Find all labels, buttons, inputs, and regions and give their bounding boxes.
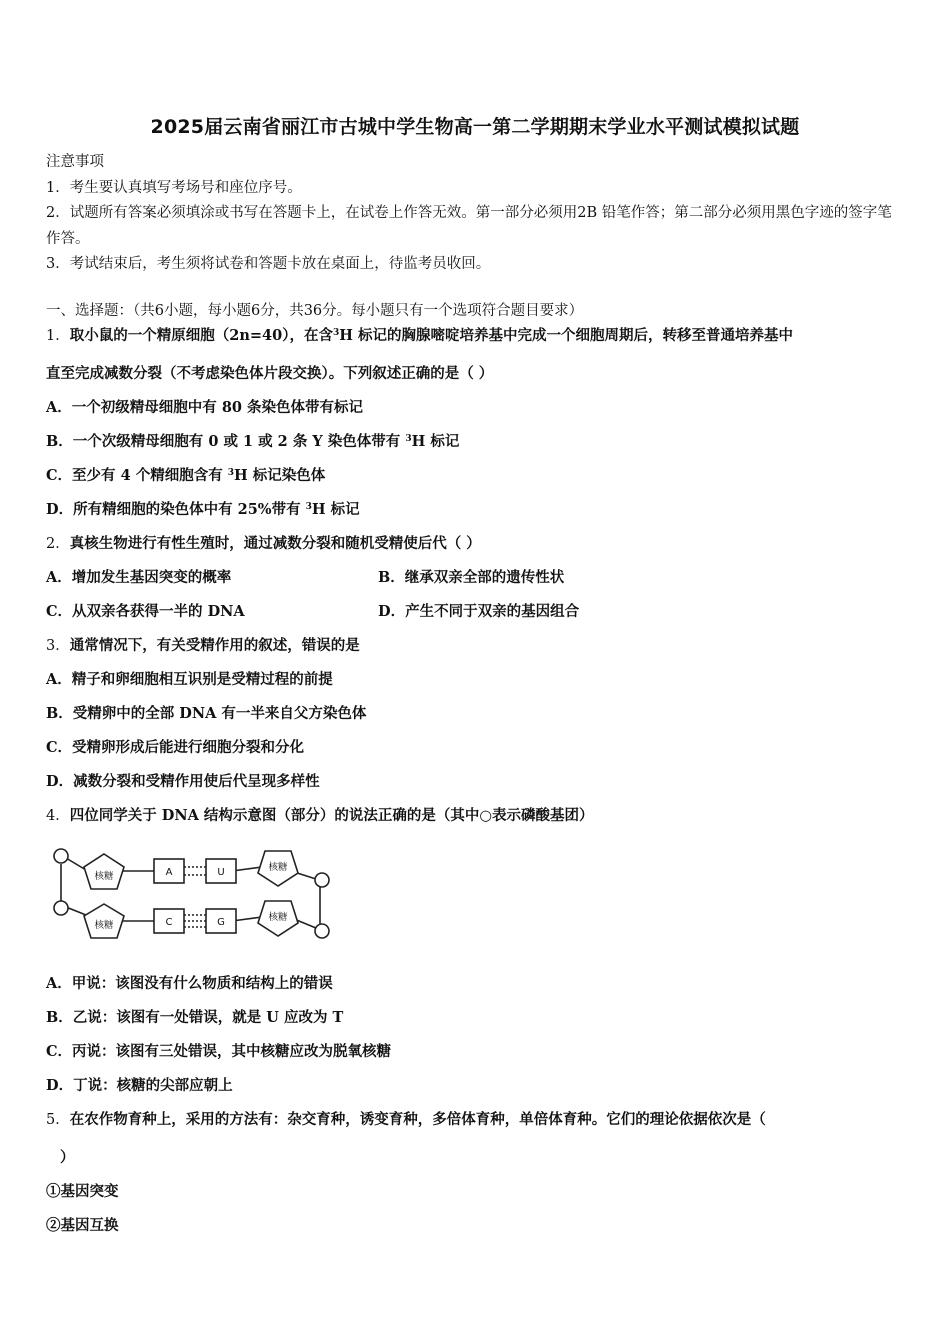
q1-superscript: 3 xyxy=(332,328,340,338)
q3-option-d: D．减数分裂和受精作用使后代呈现多样性 xyxy=(46,773,320,790)
section-heading: 一、选择题：（共6小题，每小题6分，共36分。每小题只有一个选项符合题目要求） xyxy=(46,303,584,319)
base-label-u: U xyxy=(217,867,225,878)
q4-option-a: A．甲说：该图没有什么物质和结构上的错误 xyxy=(46,975,333,992)
q4-stem: 4．四位同学关于 DNA 结构示意图（部分）的说法正确的是（其中○表示磷酸基团） xyxy=(46,807,594,824)
q1-stem-part-a: 取小鼠的一个精原细胞（2n=40），在含 xyxy=(69,327,333,344)
q3-stem: 3．通常情况下，有关受精作用的叙述，错误的是 xyxy=(46,637,360,654)
phosphate-circle xyxy=(54,901,68,915)
notice-heading: 注意事项 xyxy=(46,154,104,170)
q1-number: 1． xyxy=(46,328,70,344)
q5-stem-end: ） xyxy=(60,1149,75,1166)
q3-option-b: B．受精卵中的全部 DNA 有一半来自父方染色体 xyxy=(46,705,367,722)
q2-stem: 2．真核生物进行有性生殖时，通过减数分裂和随机受精使后代（ ） xyxy=(46,535,481,552)
exam-title: 2025届云南省丽江市古城中学生物高一第二学期期末学业水平测试模拟试题 xyxy=(150,116,800,138)
phosphate-circle xyxy=(54,849,68,863)
q1-option-d: D．所有精细胞的染色体中有 25%带有 $^3$H 标记 xyxy=(46,501,360,518)
q2-option-c: C．从双亲各获得一半的 DNA xyxy=(46,603,245,620)
q1-option-c: C．至少有 4 个精细胞含有 $^3$H 标记染色体 xyxy=(46,467,326,484)
q4-option-c: C．丙说：该图有三处错误，其中核糖应改为脱氧核糖 xyxy=(46,1043,392,1060)
q1-stem-line2: 直至完成减数分裂（不考虑染色体片段交换）。下列叙述正确的是（ ） xyxy=(46,365,494,382)
q5-item-1: ①基因突变 xyxy=(46,1183,119,1200)
base-label-g: G xyxy=(217,917,225,928)
q2-option-d: D．产生不同于双亲的基因组合 xyxy=(378,603,580,620)
notice-item-1: 1．考生要认真填写考场号和座位序号。 xyxy=(46,180,302,196)
q1-stem-line1 xyxy=(46,326,793,346)
q2-option-a: A．增加发生基因突变的概率 xyxy=(46,569,232,586)
sugar-label: 核糖 xyxy=(268,912,288,923)
q3-option-c: C．受精卵形成后能进行细胞分裂和分化 xyxy=(46,739,305,756)
sugar-label: 核糖 xyxy=(268,862,288,873)
q3-option-a: A．精子和卵细胞相互识别是受精过程的前提 xyxy=(46,671,333,688)
base-label-c: C xyxy=(165,917,173,928)
q2-option-b: B．继承双亲全部的遗传性状 xyxy=(378,569,565,586)
sugar-label: 核糖 xyxy=(94,871,114,882)
base-label-a: A xyxy=(165,867,173,878)
phosphate-circle xyxy=(315,873,329,887)
q4-option-d: D．丁说：核糖的尖部应朝上 xyxy=(46,1077,233,1094)
notice-item-3: 3．考试结束后，考生须将试卷和答题卡放在桌面上，待监考员收回。 xyxy=(46,256,491,272)
q5-stem: 5．在农作物育种上，采用的方法有：杂交育种，诱变育种，多倍体育种，单倍体育种。它们的理论依据依次是（ xyxy=(46,1111,766,1128)
q1-option-a: A．一个初级精母细胞中有 80 条染色体带有标记 xyxy=(46,399,364,416)
dna-structure-diagram xyxy=(50,842,335,947)
q1-stem-part-b: H 标记的胸腺嘧啶培养基中完成一个细胞周期后，转移至普通培养基中 xyxy=(339,327,793,344)
q1-option-b: B．一个次级精母细胞有 0 或 1 或 2 条 Y 染色体带有 $^3$H 标记 xyxy=(46,433,460,450)
q4-option-b: B．乙说：该图有一处错误，就是 U 应改为 T xyxy=(46,1009,344,1026)
q5-item-2: ②基因互换 xyxy=(46,1217,119,1234)
sugar-label: 核糖 xyxy=(94,920,114,931)
notice-item-2: 2．试题所有答案必须填涂或书写在答题卡上，在试卷上作答无效。第一部分必须用2B 铅笔作答；第二部分必须用黑色字迹的签字笔作答。 xyxy=(46,205,892,247)
phosphate-circle xyxy=(315,924,329,938)
